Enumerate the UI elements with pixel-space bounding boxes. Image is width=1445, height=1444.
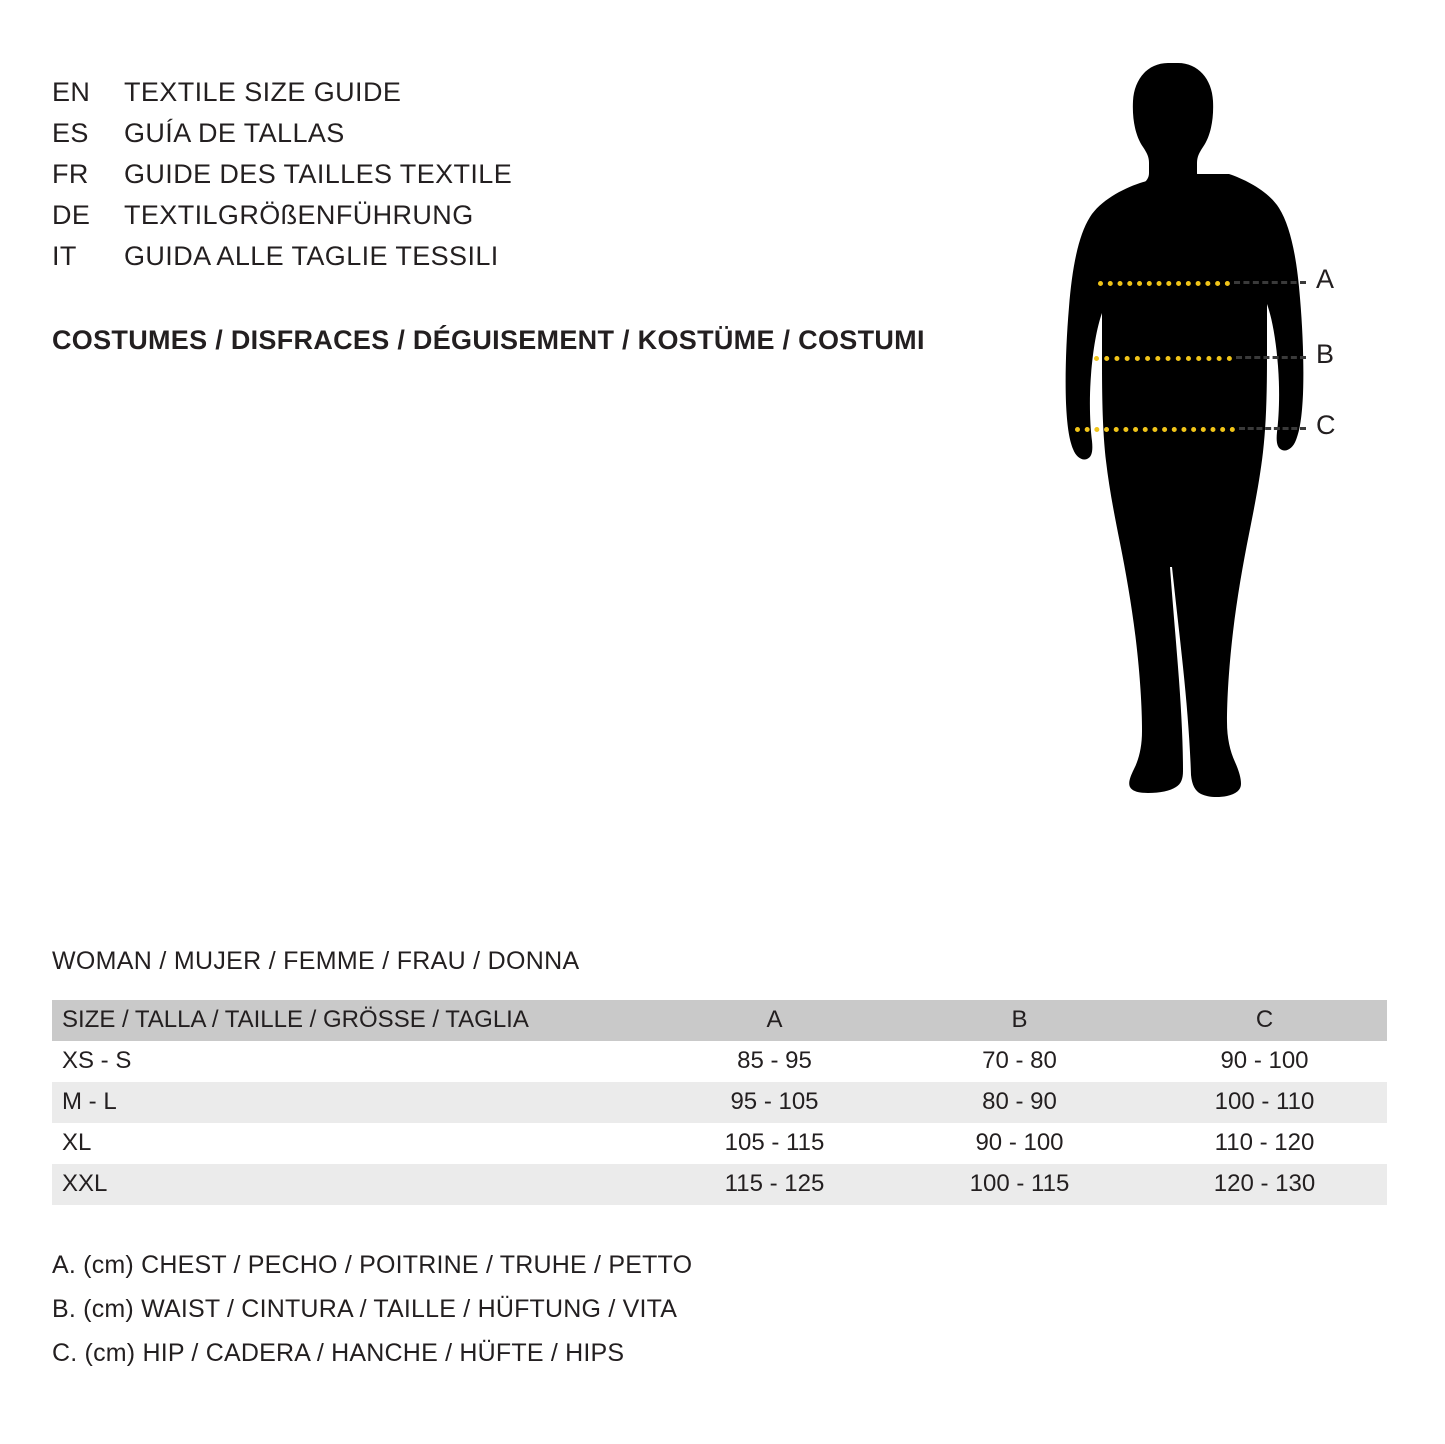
table-title: WOMAN / MUJER / FEMME / FRAU / DONNA <box>52 947 580 975</box>
cell-a: 95 - 105 <box>730 1088 819 1115</box>
language-row <box>52 195 752 236</box>
language-code: FR <box>52 159 89 189</box>
measurement-legend <box>52 1243 692 1375</box>
cell-size: XS - S <box>62 1047 132 1074</box>
language-text: TEXTILGRÖßENFÜHRUNG <box>124 200 474 230</box>
legend-line-a: A. (cm) CHEST / PECHO / POITRINE / TRUHE / PETTO <box>52 1251 693 1279</box>
category-title: COSTUMES / DISFRACES / DÉGUISEMENT / KOSTÜME / COSTUMI <box>52 325 925 355</box>
cell-size: XL <box>62 1129 92 1156</box>
cell-size: XXL <box>62 1170 108 1197</box>
cell-c: 90 - 100 <box>1220 1047 1309 1074</box>
cell-a: 85 - 95 <box>737 1047 812 1074</box>
column-header-size: SIZE / TALLA / TAILLE / GRÖSSE / TAGLIA <box>62 1006 529 1033</box>
legend-line-b: B. (cm) WAIST / CINTURA / TAILLE / HÜFTUNG / VITA <box>52 1295 678 1323</box>
hip-leader-line <box>1239 427 1306 430</box>
waist-leader-line <box>1236 356 1306 359</box>
cell-b: 90 - 100 <box>975 1129 1064 1156</box>
column-header-a: A <box>766 1006 783 1033</box>
table-header-row <box>52 1000 1387 1041</box>
language-list <box>52 72 752 277</box>
language-row <box>52 72 752 113</box>
legend-line-c: C. (cm) HIP / CADERA / HANCHE / HÜFTE / HIPS <box>52 1339 625 1367</box>
waist-measure-line <box>1094 356 1232 361</box>
language-code: ES <box>52 118 89 148</box>
chest-leader-line <box>1234 281 1306 284</box>
table-row <box>52 1082 1387 1123</box>
cell-c: 110 - 120 <box>1214 1129 1315 1156</box>
chest-label: A <box>1316 264 1336 294</box>
language-text: GUIDE DES TAILLES TEXTILE <box>124 159 513 189</box>
cell-a: 115 - 125 <box>724 1170 825 1197</box>
cell-size: M - L <box>62 1088 117 1115</box>
language-row <box>52 154 752 195</box>
language-text: GUIDA ALLE TAGLIE TESSILI <box>124 241 499 271</box>
language-text: GUÍA DE TALLAS <box>124 118 345 148</box>
waist-label: B <box>1316 339 1336 369</box>
column-header-c: C <box>1255 1006 1274 1033</box>
language-code: IT <box>52 241 77 271</box>
table-row <box>52 1123 1387 1164</box>
cell-b: 70 - 80 <box>982 1047 1057 1074</box>
chest-measure-line <box>1098 281 1230 286</box>
hip-measure-line <box>1075 427 1235 432</box>
language-code: DE <box>52 200 91 230</box>
column-header-b: B <box>1011 1006 1028 1033</box>
hip-label: C <box>1316 410 1337 440</box>
table-row <box>52 1164 1387 1205</box>
cell-c: 120 - 130 <box>1213 1170 1316 1197</box>
cell-a: 105 - 115 <box>724 1129 825 1156</box>
language-text: TEXTILE SIZE GUIDE <box>124 77 402 107</box>
language-row <box>52 113 752 154</box>
language-code: EN <box>52 77 91 107</box>
table-row <box>52 1041 1387 1082</box>
language-row <box>52 236 752 277</box>
cell-b: 80 - 90 <box>982 1088 1057 1115</box>
cell-b: 100 - 115 <box>969 1170 1070 1197</box>
size-table <box>52 1000 1387 1205</box>
figure-diagram <box>1020 55 1400 885</box>
woman-silhouette-icon <box>1020 55 1400 885</box>
cell-c: 100 - 110 <box>1214 1088 1315 1115</box>
